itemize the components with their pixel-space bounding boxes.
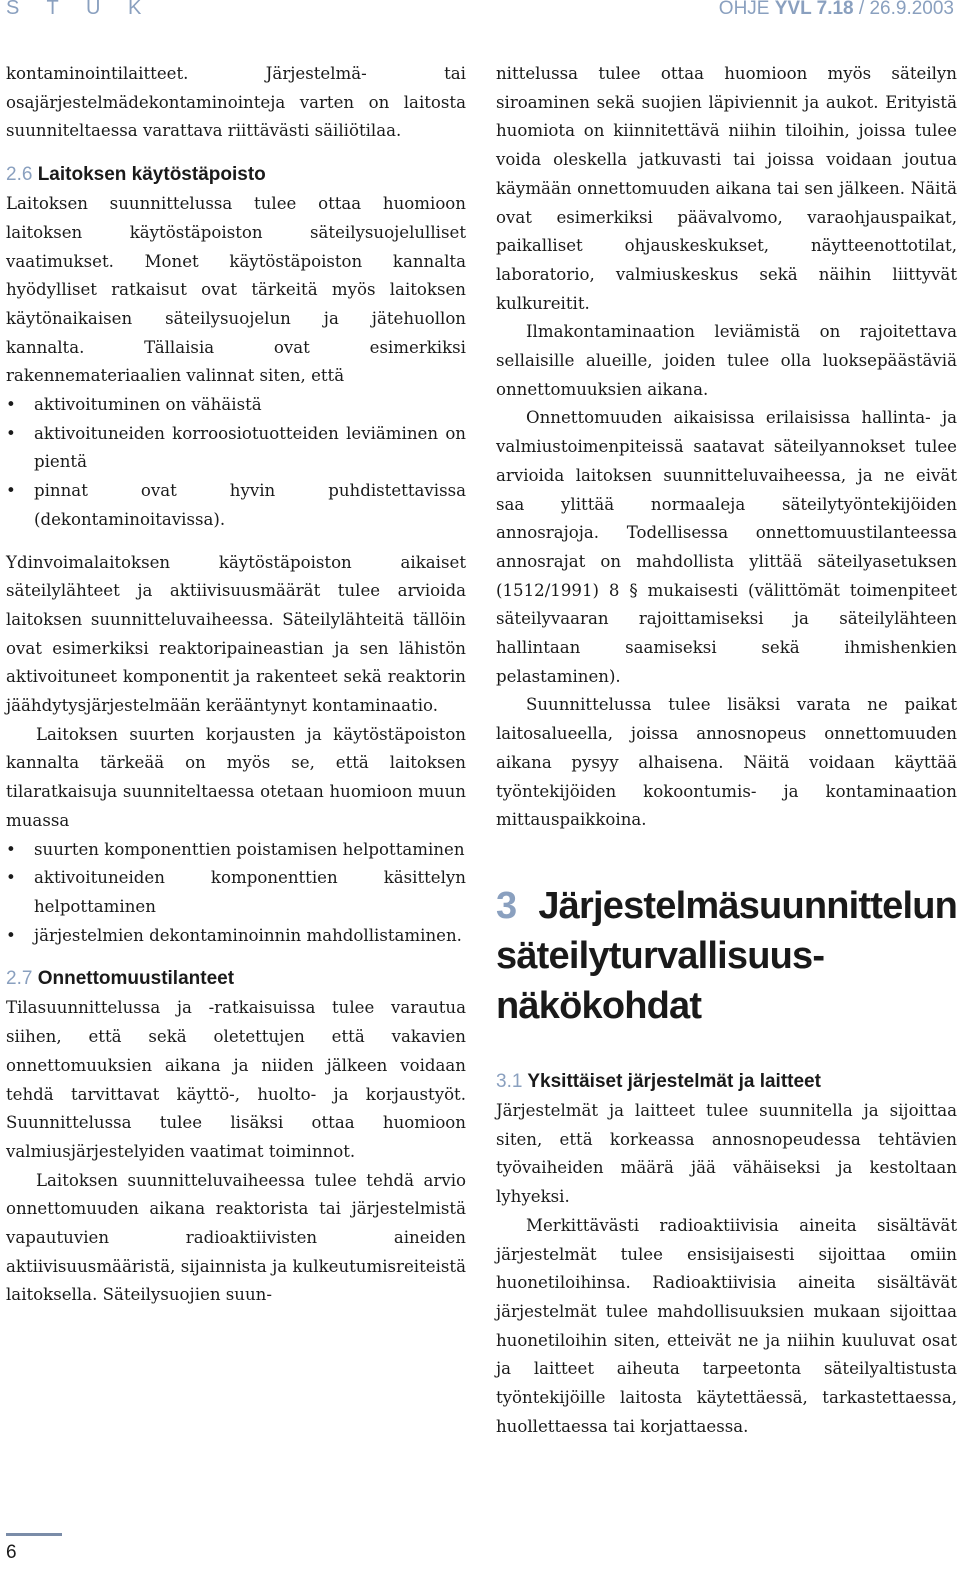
- paragraph: Laitoksen suunnittelussa tulee ottaa huomioon laitoksen käytöstäpoiston säteilysuojelulliset vaatimukset. Monet käytöstäpoiston kannalta hyödylliset ratkaisut ovat tärkeitä myös laitoksen käytönaikaisen säteilysuojelun ja jätehuollon kannalta. Tällaisia ovat esimerkiksi rakennemateriaalien valinnat siten, että: [6, 194, 466, 386]
- paragraph: Järjestelmät ja laitteet tulee suunnitella ja sijoittaa siten, että korkeassa annosnopeudessa tehtävien työvaiheiden määrä jää vähäiseksi ja kestoltaan lyhyeksi.: [496, 1100, 957, 1207]
- paragraph: Onnettomuuden aikaisissa erilaisissa hallinta- ja valmiustoimenpiteissä saatavat säteilyannokset tulee arvioida laitoksen suunnitteluvaiheessa, ja ne eivät saa ylittää normaaleja säteilytyöntekijöiden annosrajoja. Todellisessa onnettomuustilanteessa annosrajat on mahdollista ylittää säteilyasetuksen (1512/1991) 8 § mukaisesti (välittömät toimenpiteet säteilyvaaran rajoittamiseksi ja säteilylähteen hallintaan saamiseksi sekä ihmishenkien pelastaminen).: [496, 408, 957, 686]
- list-item: • järjestelmien dekontaminoinnin mahdollistaminen.: [6, 922, 466, 951]
- chapter-3-heading: [496, 881, 957, 1031]
- section-2-6-heading: [6, 160, 466, 190]
- left-column: [6, 60, 466, 1310]
- bullet-list: [6, 391, 466, 535]
- section-2-7-heading: [6, 964, 466, 994]
- list-item: • aktivoituneiden komponenttien käsittelyn helpottaminen: [6, 864, 466, 921]
- chapter-title-line-2: säteilyturvallisuus-: [496, 934, 825, 977]
- paragraph: Ydinvoimalaitoksen käytöstäpoiston aikaiset säteilylähteet ja aktiivisuusmäärät tulee arvioida laitoksen suunnitteluvaiheessa. Säteilylähteitä tällöin ovat esimerkiksi reaktoripaineastian ja sen lähistön aktivoituneet komponentit ja rakenteet sekä reaktorin jäähdytysjärjestelmään kerääntynyt kontaminaatio.: [6, 552, 466, 716]
- paragraph: Merkittävästi radioaktiivisia aineita sisältävät järjestelmät tulee ensisijaisesti sijoittaa omiin huonetiloihinsa. Radioaktiivisia aineita sisältävät järjestelmät tulee mahdollisuuksien mukaan sijoittaa huonetiloihin siten, etteivät ne ja niihin kuuluvat osat ja laitteet aiheuta tarpeetonta säteilyaltistusta työntekijöille laitosta käytettäessä, tarkastettaessa, huollettaessa tai korjattaessa.: [496, 1215, 957, 1436]
- header-guide-code: YVL 7.18: [774, 0, 854, 19]
- section-title: Onnettomuustilanteet: [37, 968, 235, 990]
- list-item: • aktivoituneiden korroosiotuotteiden leviäminen on pientä: [6, 420, 466, 477]
- paragraph: Suunnittelussa tulee lisäksi varata ne paikat laitosalueella, joissa annosnopeus onnettomuuden aikana pysyy alhaisena. Näitä voidaan käyttää työntekijöiden kokoontumis- ja kontaminaation mittauspaikkoina.: [496, 695, 957, 830]
- list-item: • pinnat ovat hyvin puhdistettavissa (dekontaminoitavissa).: [6, 477, 466, 534]
- header-document-id: [719, 0, 954, 20]
- section-title: Laitoksen käytöstäpoisto: [37, 164, 266, 186]
- footer-rule: [6, 1533, 62, 1536]
- paragraph: Ilmakontaminaation leviämistä on rajoitettava sellaisille alueille, joiden tulee olla luoksepäästäviä onnettomuuksien aikana.: [496, 322, 957, 399]
- paragraph: Laitoksen suurten korjausten ja käytöstäpoiston kannalta tärkeää on myös se, että laitoksen tilaratkaisuja suunniteltaessa otetaan huomioon muun muassa: [6, 724, 466, 830]
- header-organization: S T U K: [6, 0, 153, 19]
- intro-paragraph: kontaminointilaitteet. Järjestelmä- tai osajärjestelmädekontaminointeja varten on laitosta suunniteltaessa varattava riittävästi säiliötilaa.: [6, 64, 466, 141]
- section-number: 2.6: [6, 164, 33, 186]
- section-number: 3.1: [496, 1070, 523, 1092]
- right-column: [496, 60, 957, 1441]
- page-number: 6: [6, 1542, 17, 1563]
- paragraph: Laitoksen suunnitteluvaiheessa tulee tehdä arvio onnettomuuden aikana reaktorista tai järjestelmistä vapautuvien radioaktiivisten aineiden aktiivisuusmääristä, sijainnista ja kulkeutumisreiteistä laitoksella. Säteilysuojien suun-: [6, 1170, 466, 1305]
- chapter-title-line-1: Järjestelmäsuunnittelun: [538, 884, 958, 927]
- section-3-1-heading: [496, 1067, 957, 1097]
- chapter-number: 3: [496, 884, 517, 927]
- bullet-list: [6, 836, 466, 951]
- paragraph: Tilasuunnittelussa ja -ratkaisuissa tulee varautua siihen, että sekä oletettujen että vakavien onnettomuuksien aikana ja niiden jälkeen voidaan tehdä tarvittavat käyttö-, huolto- ja korjaustyöt. Suunnittelussa tulee lisäksi ottaa huomioon valmiusjärjestelyiden vaatimat toiminnot.: [6, 998, 466, 1161]
- paragraph: nittelussa tulee ottaa huomioon myös säteilyn siroaminen sekä suojien läpiviennit ja aukot. Erityistä huomiota on kiinnitettävä niihin tiloihin, joissa tulee voida oleskella jatkuvasti tai joissa voidaan joutua käymään onnettomuuden aikana tai sen jälkeen. Näitä ovat esimerkiksi päävalvomo, varaohjauspaikat, paikalliset ohjauskeskukset, näytteenottotilat, laboratorio, valmiuskeskus sekä näihin liittyvät kulkureitit.: [496, 64, 957, 313]
- list-item: • aktivoituminen on vähäistä: [6, 391, 466, 420]
- header-prefix: OHJE: [718, 0, 775, 19]
- chapter-title-line-3: näkökohdat: [496, 984, 702, 1027]
- section-number: 2.7: [6, 968, 33, 990]
- list-item: • suurten komponenttien poistamisen helpottaminen: [6, 836, 466, 865]
- section-title: Yksittäiset järjestelmät ja laitteet: [527, 1070, 821, 1092]
- header-date: / 26.9.2003: [853, 0, 954, 19]
